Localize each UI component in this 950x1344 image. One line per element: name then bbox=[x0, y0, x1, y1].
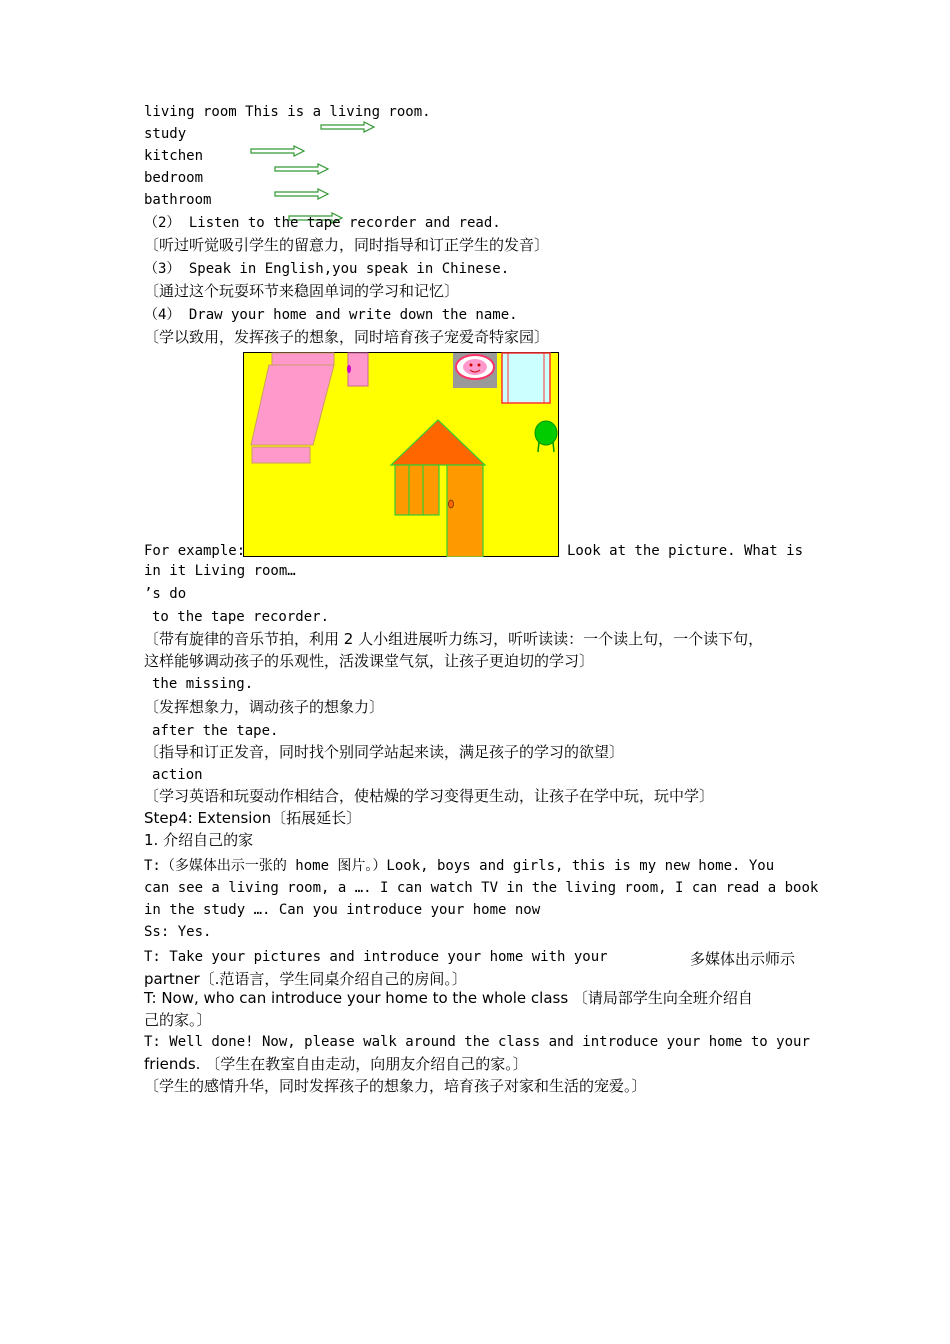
teacher-line-1: T:（多媒体出示一张的 home 图片。）Look, boys and girls, this is my new home. You bbox=[144, 858, 775, 874]
step-2-instruction: （2） Listen to the tape recorder and read. bbox=[144, 215, 501, 231]
intro-home-heading: 1. 介绍自己的家 bbox=[144, 831, 254, 849]
imagination-note: 〔发挥想象力，调动孩子的想象力〕 bbox=[144, 698, 385, 716]
teacher-line-5-cont: 己的家。〕 bbox=[144, 1011, 212, 1029]
tree-icon bbox=[535, 421, 557, 445]
wardrobe-handle bbox=[347, 365, 351, 373]
door-knob bbox=[449, 500, 454, 508]
right-arrow-icon bbox=[274, 163, 330, 175]
action-line: action bbox=[152, 767, 203, 783]
step4-heading: Step4: Extension〔拓展延长〕 bbox=[144, 809, 362, 827]
example-label: For example: bbox=[144, 543, 246, 559]
step-3-note: 〔通过这个玩耍环节来稳固单词的学习和记忆〕 bbox=[144, 282, 460, 300]
after-tape-line: after the tape. bbox=[152, 723, 279, 739]
step-4-note: 〔学以致用，发挥孩子的想象，同时培育孩子宠爱奇特家园〕 bbox=[144, 328, 550, 346]
window bbox=[502, 353, 550, 403]
lets-do-line: ’s do bbox=[144, 586, 187, 602]
teacher-line-6-cont: friends. 〔学生在教室自由走动，向朋友介绍自己的家。〕 bbox=[144, 1055, 528, 1073]
bed-headboard bbox=[272, 353, 334, 365]
step-3-instruction: （3） Speak in English,you speak in Chinese. bbox=[144, 261, 510, 277]
vocab-study: study bbox=[144, 126, 187, 142]
side-note: 多媒体出示师示 bbox=[690, 950, 796, 968]
example-question: Look at the picture. What is bbox=[567, 543, 804, 559]
vocab-line-living-room: living room This is a living room. bbox=[144, 104, 431, 120]
right-arrow-icon bbox=[250, 145, 306, 157]
vocab-bathroom: bathroom bbox=[144, 192, 212, 208]
house-wall bbox=[395, 465, 439, 515]
tape-recorder-line: to the tape recorder. bbox=[152, 609, 330, 625]
example-question-cont: in it Living room… bbox=[144, 563, 296, 579]
bed-foot bbox=[252, 447, 310, 463]
pronunciation-note: 〔指导和订正发音，同时找个别同学站起来读，满足孩子的学习的欲望〕 bbox=[144, 743, 625, 761]
music-note-1: 〔带有旋律的音乐节拍，利用 2 人小组进展听力练习，听听读读：一个读上句，一个读下句， bbox=[144, 630, 764, 648]
vocab-bedroom: bedroom bbox=[144, 170, 204, 186]
music-note-2: 这样能够调动孩子的乐观性，活泼课堂气氛，让孩子更迫切的学习〕 bbox=[144, 652, 595, 670]
teacher-line-6: T: Well done! Now, please walk around the class and introduce your home to your bbox=[144, 1034, 810, 1050]
students-reply: Ss: Yes. bbox=[144, 924, 212, 940]
closing-note: 〔学生的感情升华，同时发挥孩子的想象力，培育孩子对家和生活的宠爱。〕 bbox=[144, 1077, 647, 1095]
partner-line: partner〔.范语言，学生同桌介绍自己的房间。〕 bbox=[144, 970, 467, 988]
vocab-kitchen: kitchen bbox=[144, 148, 204, 164]
teacher-line-3: in the study …. Can you introduce your home now bbox=[144, 902, 541, 918]
teacher-line-2: can see a living room, a …. I can watch TV in the living room, I can read a book bbox=[144, 880, 819, 896]
house-door bbox=[447, 465, 483, 557]
teacher-line-4: T: Take your pictures and introduce your home with your bbox=[144, 949, 608, 965]
wardrobe bbox=[348, 353, 368, 386]
action-note: 〔学习英语和玩耍动作相结合，使枯燥的学习变得更生动，让孩子在学中玩，玩中学〕 bbox=[144, 787, 715, 805]
step-4-instruction: （4） Draw your home and write down the name. bbox=[144, 307, 518, 323]
missing-line: the missing. bbox=[152, 676, 254, 692]
right-arrow-icon bbox=[274, 188, 330, 200]
right-arrow-icon bbox=[320, 121, 376, 133]
home-drawing-illustration bbox=[243, 352, 559, 557]
step-2-note: 〔听过听觉吸引学生的留意力，同时指导和订正学生的发音〕 bbox=[144, 236, 550, 254]
teacher-line-5: T: Now, who can introduce your home to the whole class 〔请局部学生向全班介绍自 bbox=[144, 989, 753, 1007]
